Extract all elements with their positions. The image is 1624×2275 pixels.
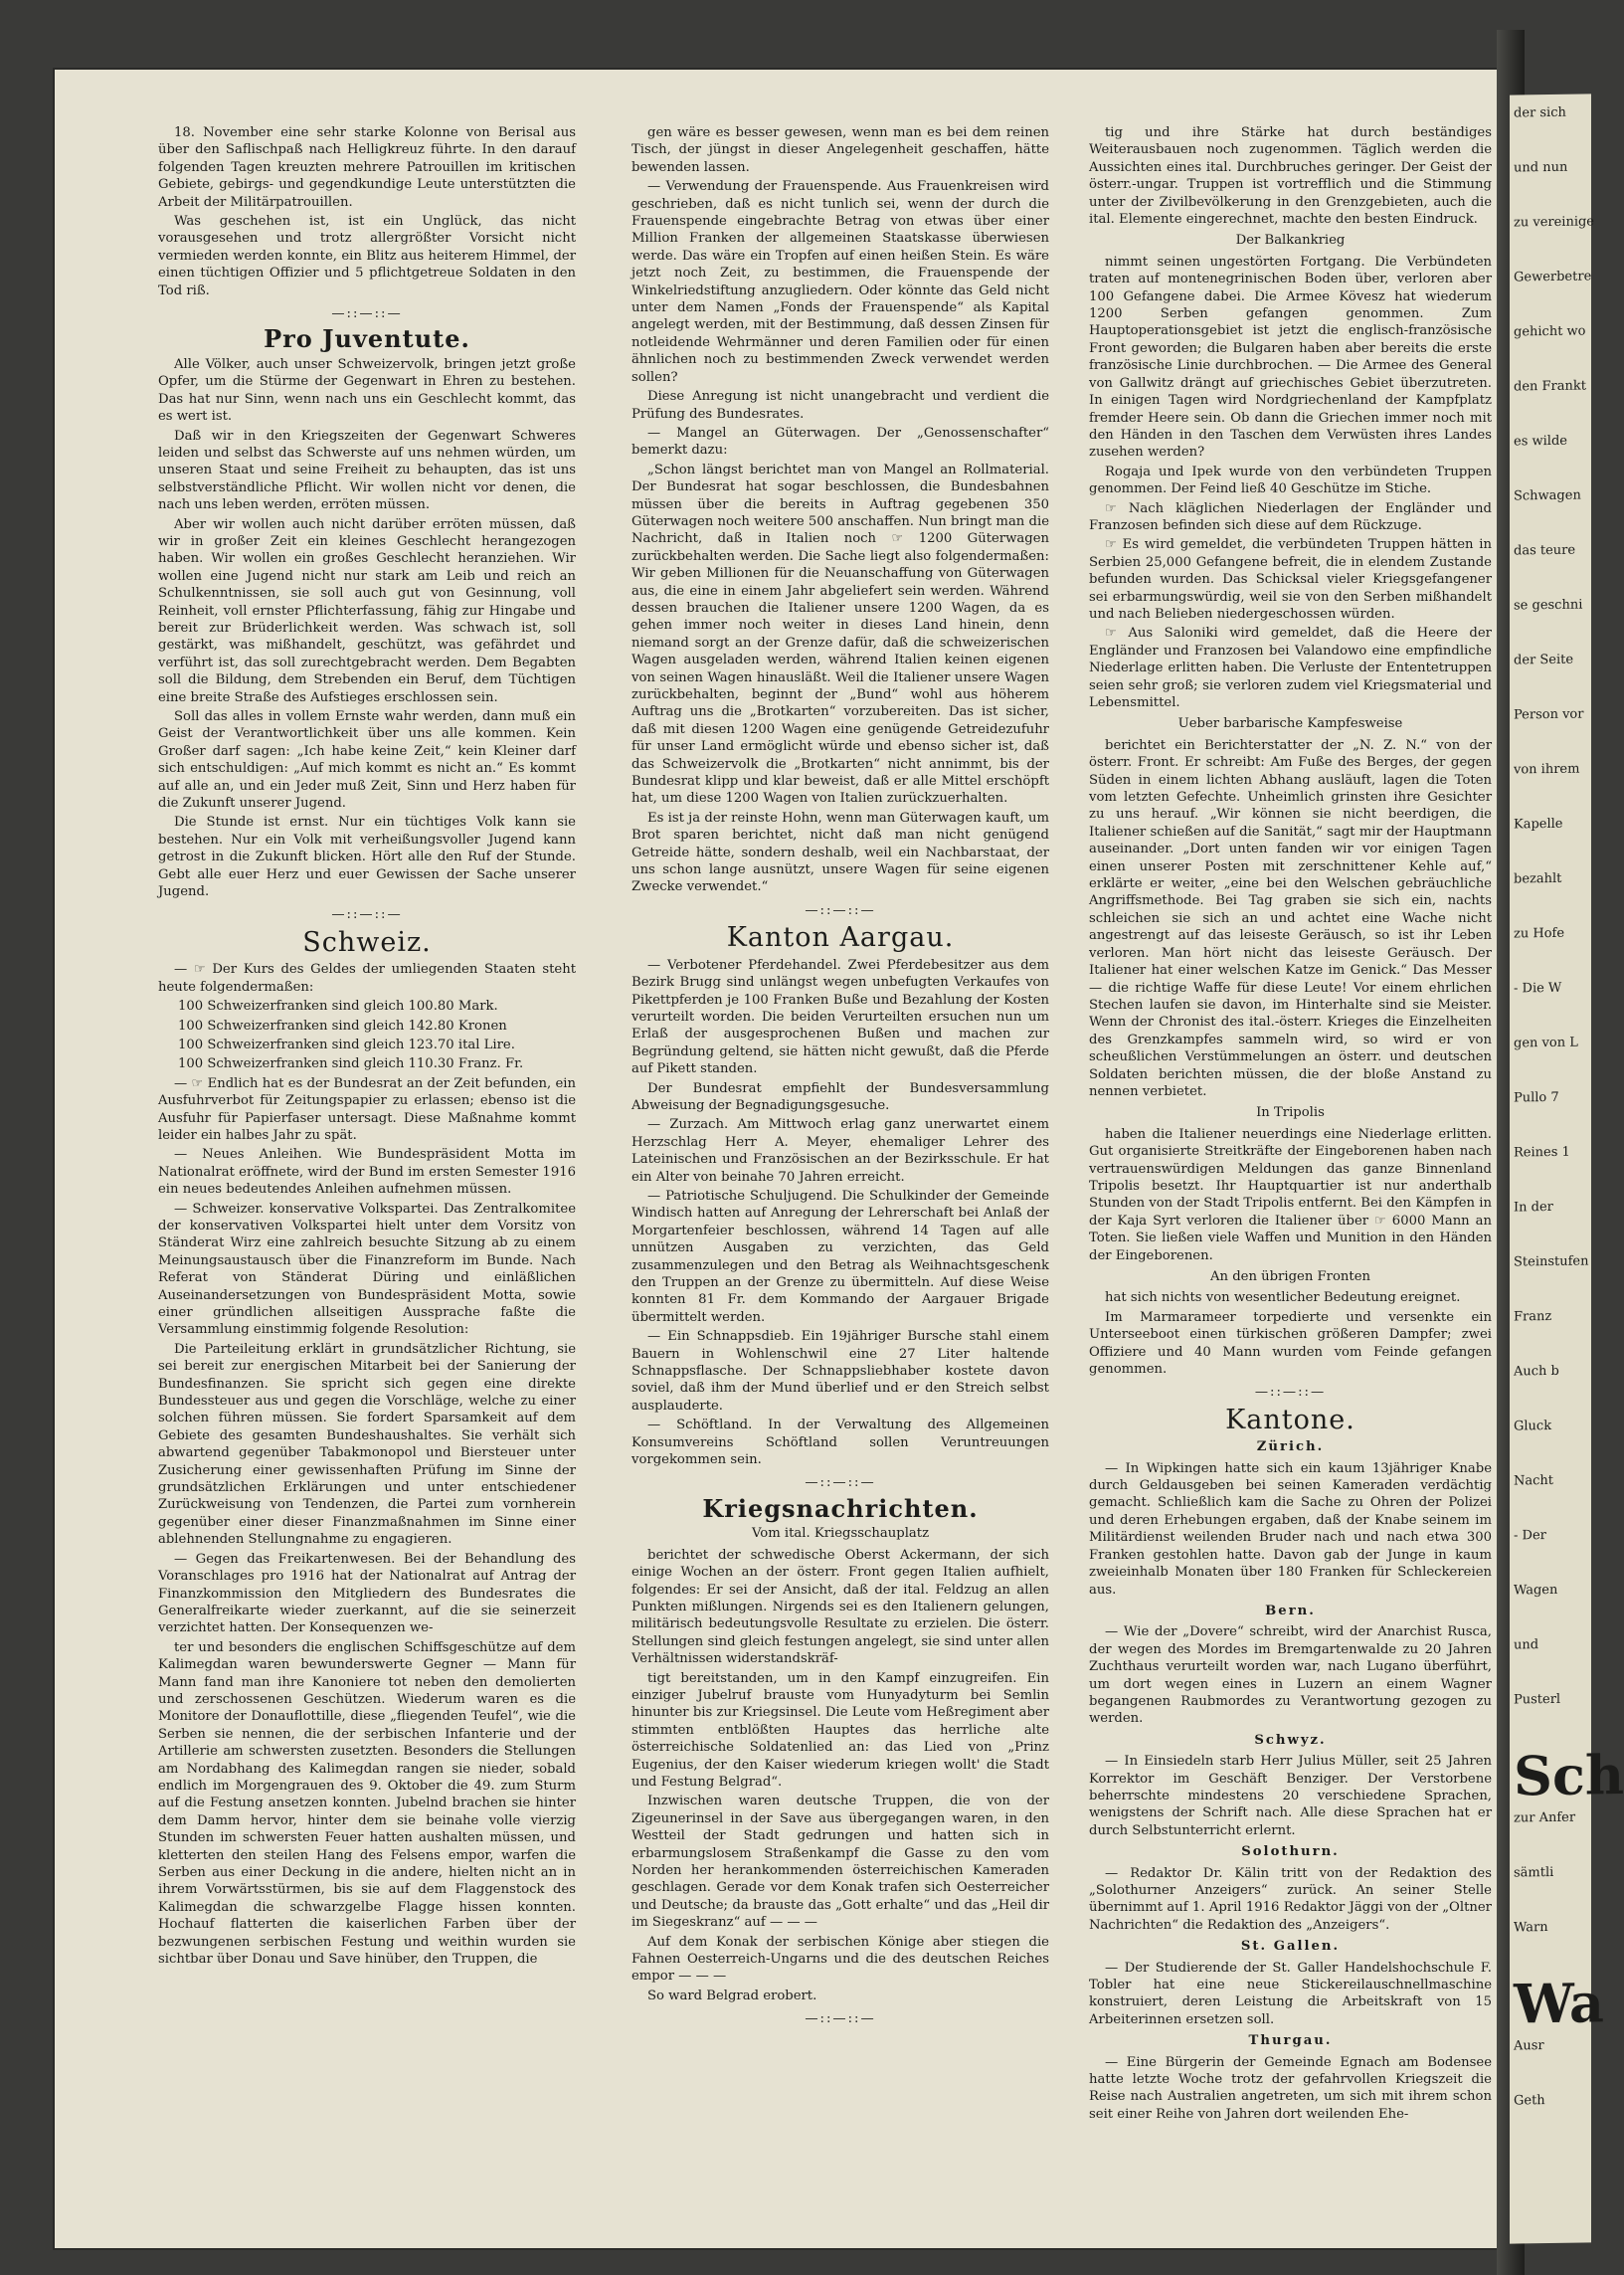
separator: —::—::— — [805, 1475, 876, 1491]
adjacent-page-line: Warn — [1514, 1920, 1548, 1936]
adjacent-page-line: Franz — [1514, 1308, 1552, 1325]
section-subheading: An den übrigen Fronten — [1209, 1269, 1370, 1284]
headline-kriegsnachrichten: Kriegsnachrichten. — [702, 1493, 979, 1523]
article-paragraph: — Patriotische Schuljugend. Die Schulkinder der Gemeinde Windisch hatten auf Anregung der Lehrerschaft bei Anlaß der Morgartenfeier beschlossen, während 14 Tagen auf alle unnützen Ausgaben zu verzichten, das Geld zusammenzulegen und den Betrag als Weihnachtsgeschenk den Truppen an der Grenze zu übermitteln. Auf diese Weise konnten 81 Fr. dem Kommando der Aargauer Brigade übermittelt werden. — [632, 1188, 1049, 1325]
section-subheading: Der Balkankrieg — [1235, 233, 1346, 249]
separator: —::—::— — [805, 902, 876, 918]
article-paragraph: gen wäre es besser gewesen, wenn man es bei dem reinen Tisch, der jüngst in dieser Angelegenheit geschaffen, hätte bewenden lassen. — [632, 125, 1049, 175]
exchange-rate-line: 100 Schweizerfranken sind gleich 100.80 Mark. — [178, 999, 498, 1015]
separator: —::—::— — [331, 306, 403, 322]
adjacent-page-line: Schwagen — [1514, 487, 1581, 504]
section-subheading: Ueber barbarische Kampfesweise — [1177, 716, 1403, 732]
canton-heading-schwyz: Schwyz. — [1254, 1732, 1327, 1748]
adjacent-page-line: Auch b — [1514, 1363, 1559, 1380]
adjacent-page-line: und — [1514, 1637, 1539, 1653]
section-subheading: In Tripolis — [1256, 1105, 1325, 1121]
adjacent-page-line: Sch — [1514, 1742, 1624, 1808]
adjacent-page-line: Pusterl — [1514, 1691, 1561, 1708]
exchange-rate-line: 100 Schweizerfranken sind gleich 142.80 Kronen — [178, 1018, 507, 1034]
article-paragraph: nimmt seinen ungestörten Fortgang. Die Verbündeten traten auf montenegrinischen Boden über, verloren aber 100 Gefangene dabei. Die Armee Kövesz hat wiederum 1200 Serben gefangen genommen. Zum Hauptoperationsgebiet ist jetzt die englisch-französische Front geworden; die Bulgaren haben aber bereits die erste französische Linie durchbrochen. — Die Armee des General von Gallwitz drängt auf griechisches Gebiet überzutreten. In einigen Tagen wird Nordgriechenland der Kampfplatz fremder Heere sein. Ob dann die Griechen immer noch mit den Händen in den Taschen dem Verwüsten ihres Landes zusehen werden? — [1089, 254, 1492, 461]
adjacent-page-line: Ausr — [1514, 2038, 1544, 2054]
newspaper-page — [55, 70, 1497, 2248]
article-paragraph: Die Stunde ist ernst. Nur ein tüchtiges Volk kann sie bestehen. Nur ein Volk mit verheißungsvoller Jugend kann getrost in die Zukunft blicken. Hört alle den Ruf der Stunde. Gebt alle euer Herz und euer Gewissen der Sache unserer Jugend. — [158, 815, 576, 900]
article-paragraph: Rogaja und Ipek wurde von den verbündeten Truppen genommen. Der Feind ließ 40 Geschütze im Stiche. — [1089, 464, 1492, 497]
section-subheading: Vom ital. Kriegsschauplatz — [751, 1526, 930, 1542]
article-paragraph: Soll das alles in vollem Ernste wahr werden, dann muß ein Geist der Verantwortlichkeit über uns alle kommen. Kein Großer darf sagen: „Ich habe keine Zeit,“ kein Kleiner darf sich entschuldigen: „Auf mich kommt es nicht an.“ Es kommt auf alle an, und ein Jeder muß Zeit, Sinn und Herz haben für die Zukunft unserer Jugend. — [158, 709, 576, 812]
article-paragraph: — Gegen das Freikartenwesen. Bei der Behandlung des Voranschlages pro 1916 hat der Nationalrat auf Antrag der Finanzkommission den Mitgliedern des Bundesrates die Generalfreikarte wieder zuerkannt, auf die sie seinerzeit verzichtet hatten. Der Konsequenzen we- — [158, 1551, 576, 1636]
article-paragraph: berichtet ein Berichterstatter der „N. Z. N.“ von der österr. Front. Er schreibt: Am Fuße des Berges, der gegen Süden in einem lichten Abhang ausläuft, lagen die Toten vom letzten Gefechte. Unheimlich grinsten ihre Gesichter zu uns herauf. „Wir können sie nicht beerdigen, die Italiener schießen auf die Sanität,“ sagt mir der Hauptmann auseinander. „Dort unten fanden wir vor einigen Tagen einen unserer Posten mit zerschnittener Kehle auf,“ erklärte er weiter, „eine bei den Welschen gebräuchliche Angriffsmethode. Bei Tag graben sie sich ein, nachts schleichen sie sich an und achtet eine Wache nicht angestrengt auf das leiseste Geräusch, so ist ihr Leben verloren. Man hört nicht das leiseste Geräusch. Der Italiener hat einer welschen Katze im Genick.“ Das Messer — die richtige Waffe für diese Leute! Vor einem ehrlichen Stechen laufen sie davon, im Hinterhalte sind sie Meister. Wenn der Chronist des ital.-österr. Krieges die Einzelheiten des Grenzkampfes sammeln wird, so wird er von scheußlichen Verstümmelungen an österr. und deutschen Soldaten berichten müssen, die der bloße Anstand zu nennen verbietet. — [1089, 737, 1492, 1099]
article-paragraph: Inzwischen waren deutsche Truppen, die von der Zigeunerinsel in der Save aus übergegangen waren, in den Westteil der Stadt gedrungen und hatten sich in erbarmungslosem Straßenkampf die Gasse zu den vom Norden her herankommenden österreichischen Kameraden geschlagen. Gerade vor dem Konak trafen sich Oesterreicher und Deutsche; da brauste das „Gott erhalte“ und das „Heil dir im Siegeskranz“ auf — — — — [632, 1794, 1049, 1931]
exchange-rate-line: 100 Schweizerfranken sind gleich 123.70 ital Lire. — [178, 1037, 515, 1052]
adjacent-page-line: Wagen — [1514, 1582, 1558, 1599]
adjacent-page-line: bezahlt — [1514, 870, 1562, 887]
article-paragraph: ter und besonders die englischen Schiffsgeschütze auf dem Kalimegdan waren bewunderswerte Gegner — Mann für Mann fand man ihre Kanoniere tot neben den demolierten und zerschossenen Geschützen. Wiederum waren es die Monitore der Donauflottille, diese „fliegenden Teufel“, wie die Serben sie nennen, die der serbischen Infanterie und der Artillerie am schwersten zusetzten. Besonders die Stellungen am Nordabhang des Kalimegdan rangen sie nieder, sobald endlich im Morgengrauen des 9. Oktober die 49. zum Sturm auf die Festung ansetzen konnten. Jubelnd brachen sie hinter dem Damm hervor, hinter dem sie beinahe volle vierzig Stunden im schwersten Feuer hatten aushalten müssen, und kletterten den steilen Hang des Felsens empor, warfen die Serben aus einer Deckung in die andere, hielten nicht an in ihrem Vorwärtsstürmen, bis sie auf dem Flaggenstock des Kalimegdan die schwarzgelbe Flagge hissen konnten. Hochauf flatterten die kaiserlichen Farben über der bezwungenen serbischen Festung und weithin wurden sie sichtbar über Donau und Save hinüber, den Truppen, die — [158, 1639, 576, 1968]
article-paragraph: Der Bundesrat empfiehlt der Bundesversammlung Abweisung der Begnadigungsgesuche. — [632, 1080, 1049, 1113]
canton-heading-st-gallen: St. Gallen. — [1240, 1939, 1341, 1955]
headline-pro-juventute: Pro Juventute. — [264, 324, 470, 354]
article-paragraph: So ward Belgrad erobert. — [647, 1988, 817, 2003]
canton-heading-thurgau: Thurgau. — [1248, 2033, 1333, 2049]
article-paragraph: tig und ihre Stärke hat durch beständiges Weiterausbauen noch zugenommen. Täglich werden die Aussichten eines ital. Durchbruches geringer. Der Geist der österr.-ungar. Truppen ist vortrefflich und die Stimmung unter der Zivilbevölkerung in den Grenzgebieten, auch die ital. Elemente eingerechnet, machte den besten Eindruck. — [1089, 125, 1492, 228]
adjacent-page-line: Nacht — [1514, 1472, 1554, 1489]
article-paragraph: „Schon längst berichtet man von Mangel an Rollmaterial. Der Bundesrat hat sogar beschlossen, die Bundesbahnen müssen über die bereits in Auftrag gegebenen 350 Güterwagen noch weitere 500 anschaffen. Nun bringt man die Nachricht, daß in Italien noch ☞ 1200 Güterwagen zurückbehalten werden. Die Sache liegt also folgendermaßen: Wir geben Millionen für die Neuanschaffung von Güterwagen aus, die eine in einem Jahr abgeliefert sein werden. Während dessen brauchen die Italiener unsere 1200 Wagen, da es gehen immer noch weiter in dieses Land hinein, denn niemand sorgt an der Grenze dafür, daß die schweizerischen Wagen ausgeladen werden, während Italien keinen eigenen von seinen Wagen hinausläßt. Weil die Italiener unsere Wagen zurückbehalten, beginnt der „Bund“ wohl aus höherem Auftrag uns die „Brotkarten“ vorzubereiten. Das ist sicher, daß mit diesen 1200 Wagen eine genügende Getreidezufuhr für unser Land ermöglicht würde und ebenso sicher ist, daß das Schweizervolk die „Brotkarten“ nicht annimmt, bis der Bundesrat klipp und klar beweist, daß er alle Mittel erschöpft hat, um diese 1200 Wagen von Italien zurückzuerhalten. — [632, 462, 1049, 807]
separator: —::—::— — [805, 2011, 876, 2027]
article-paragraph: — Wie der „Dovere“ schreibt, wird der Anarchist Rusca, der wegen des Mordes im Bremgartenwalde zu 20 Jahren Zuchthaus verurteilt worden war, nach Lugano überführt, um dort wegen eines in Luzern an einem Wagner begangenen Raubmordes zu Verantwortung gezogen zu werden. — [1089, 1624, 1492, 1727]
article-paragraph: ☞ Nach kläglichen Niederlagen der Engländer und Franzosen befinden sich diese auf dem Rückzuge. — [1089, 500, 1492, 533]
adjacent-page-line: der Seite — [1514, 652, 1574, 668]
adjacent-page-line: gen von L — [1514, 1035, 1578, 1051]
article-paragraph: — Der Studierende der St. Galler Handelshochschule F. Tobler hat eine neue Stickereilauschnellmaschine konstruiert, deren Leistung die Arbeitskraft von 15 Arbeiterinnen ersetzen soll. — [1089, 1960, 1492, 2027]
article-paragraph: Es ist ja der reinste Hohn, wenn man Güterwagen kauft, um Brot sparen berichtet, nicht daß man nicht genügend Getreide hätte, sondern deshalb, weil ein Nachbarstaat, der uns schon lange ausnützt, unsere Wagen für seine eigenen Zwecke verwendet.“ — [632, 810, 1049, 895]
adjacent-page-line: Kapelle — [1514, 816, 1563, 833]
adjacent-page-line: zu vereinige — [1514, 214, 1595, 231]
adjacent-page-line: von ihrem — [1514, 761, 1580, 778]
article-paragraph: — In Einsiedeln starb Herr Julius Müller, seit 25 Jahren Korrektor im Geschäft Benziger. Der Verstorbene beherrschte mindestens 20 verschiedene Sprachen, wenigstens der Schrift nach. Alle diese Sprachen hat er durch Selbstunterricht erlernt. — [1089, 1754, 1492, 1838]
article-paragraph: ☞ Es wird gemeldet, die verbündeten Truppen hätten in Serbien 25,000 Gefangene befreit, die in elendem Zustande befunden wurden. Das Schicksal vieler Kriegsgefangener sei erbarmungswürdig, weil sie von den Serben mißhandelt und nach Belieben niedergeschossen würden. — [1089, 537, 1492, 622]
article-paragraph: — Zurzach. Am Mittwoch erlag ganz unerwartet einem Herzschlag Herr A. Meyer, ehemaliger Lehrer des Lateinischen und Französischen an der Bezirksschule. Er hat ein Alter von beinahe 70 Jahren erreicht. — [632, 1117, 1049, 1185]
column-3 — [1089, 124, 1492, 2125]
article-paragraph: Daß wir in den Kriegszeiten der Gegenwart Schweres leiden und selbst das Schwerste auf uns nehmen würden, um unseren Staat und seine Freiheit zu behaupten, das ist uns selbstverständliche Pflicht. Wir wollen nicht vor denen, die nach uns leben werden, erröten müssen. — [158, 428, 576, 513]
article-paragraph: tigt bereitstanden, um in den Kampf einzugreifen. Ein einziger Jubelruf brauste vom Hunyadyturm bei Semlin hinunter bis zur Kriegsinsel. Die Leute vom Heßregiment aber stimmten entblößten Hauptes das herrliche alte österreichische Soldatenlied an: das Lied von „Prinz Eugenius, der den Kaiser wiederum kriegen wollt' die Stadt und Festung Belgrad“. — [632, 1670, 1049, 1790]
adjacent-page-line: den Frankt — [1514, 378, 1586, 395]
adjacent-page-line: Gluck — [1514, 1418, 1552, 1434]
adjacent-page-line: Reines 1 — [1514, 1144, 1570, 1161]
headline-kantone: Kantone. — [1225, 1404, 1355, 1435]
adjacent-page-line: - Der — [1514, 1528, 1546, 1544]
column-2 — [632, 124, 1049, 2034]
adjacent-page-line: zur Anfer — [1514, 1809, 1576, 1826]
article-paragraph: Im Marmarameer torpedierte und versenkte ein Unterseeboot einen türkischen größeren Dampfer; zwei Offiziere und 40 Mann wurden vom Feinde gefangen genommen. — [1089, 1309, 1492, 1378]
column-1 — [158, 124, 576, 1970]
adjacent-page-line: Geth — [1514, 2093, 1545, 2109]
adjacent-page-line: - Die W — [1514, 980, 1562, 997]
article-paragraph: — ☞ Endlich hat es der Bundesrat an der Zeit befunden, ein Ausfuhrverbot für Zeitungspapier zu erlassen; ebenso ist die Ausfuhr für Papierfaser untersagt. Diese Maßnahme kommt leider ein halbes Jahr zu spät. — [158, 1075, 576, 1143]
adjacent-page-line: Wa — [1514, 1971, 1604, 2036]
article-paragraph: — Verbotener Pferdehandel. Zwei Pferdebesitzer aus dem Bezirk Brugg sind unlängst wegen unbefugten Verkaufes von Pikettpferden je 100 Franken Buße und Bezahlung der Kosten verurteilt worden. Die beiden Verurteilten ersuchen nun um Erlaß der ausgesprochenen Bußen und machen zur Begründung geltend, sie hätten nicht gewußt, daß die Pferde auf Pikett standen. — [632, 957, 1049, 1077]
article-paragraph: Was geschehen ist, ist ein Unglück, das nicht vorausgesehen und trotz allergrößter Vorsicht nicht vermieden werden konnte, ein Blitz aus heiterem Himmel, der einen tüchtigen Offizier und 5 pflichtgetreue Soldaten in den Tod riß. — [158, 214, 576, 298]
adjacent-page-line: Pullo 7 — [1514, 1089, 1559, 1106]
article-paragraph: — Mangel an Güterwagen. Der „Genossenschafter“ bemerkt dazu: — [632, 425, 1049, 459]
article-paragraph: Auf dem Konak der serbischen Könige aber stiegen die Fahnen Oesterreich-Ungarns und die des deutschen Reiches empor — — — — [632, 1934, 1049, 1985]
article-paragraph: — Eine Bürgerin der Gemeinde Egnach am Bodensee hatte letzte Woche trotz der gefahrvollen Kriegszeit die Reise nach Australien angetreten, um sich mit ihrem schon seit einer Reihe von Jahren dort weilenden Ehe- — [1089, 2054, 1492, 2122]
adjacent-page-line: das teure — [1514, 542, 1576, 559]
article-paragraph: — Schöftland. In der Verwaltung des Allgemeinen Konsumvereins Schöftland sollen Veruntreuungen vorgekommen sein. — [632, 1418, 1049, 1468]
canton-heading-bern: Bern. — [1265, 1603, 1316, 1618]
adjacent-page-text — [1510, 94, 1624, 2109]
adjacent-page-line: es wilde — [1514, 433, 1567, 450]
headline-schweiz: Schweiz. — [302, 926, 432, 958]
headline-kanton-aargau: Kanton Aargau. — [726, 922, 955, 954]
canton-heading-solothurn: Solothurn. — [1241, 1844, 1340, 1860]
separator: —::—::— — [1254, 1385, 1327, 1401]
separator: —::—::— — [331, 907, 403, 923]
article-paragraph: Alle Völker, auch unser Schweizervolk, bringen jetzt große Opfer, um die Stürme der Gegenwart in Ehren zu bestehen. Das hat nur Sinn, wenn nach uns ein Geschlecht kommt, das es wert ist. — [158, 356, 576, 425]
article-paragraph: haben die Italiener neuerdings eine Niederlage erlitten. Gut organisierte Streitkräfte der Eingeborenen haben nach vertrauenswürdigen Meldungen das ganze Binnenland Tripolis besetzt. Ihr Hauptquartier ist nur anderthalb Stunden von der Stadt Tripolis entfernt. Bei den Kämpfen in der Kaja Syrt verloren die Italiener über ☞ 6000 Mann an Toten. Sie ließen viele Waffen und Munition in den Händen der Eingeborenen. — [1089, 1126, 1492, 1263]
adjacent-page-line: gehicht wo — [1514, 323, 1586, 340]
article-paragraph: — Neues Anleihen. Wie Bundespräsident Motta im Nationalrat eröffnete, wird der Bund im ersten Semester 1916 ein neues bedeutendes Anleihen aufnehmen müssen. — [158, 1147, 576, 1198]
adjacent-page-line: sämtli — [1514, 1864, 1554, 1881]
adjacent-page-line: und nun — [1514, 159, 1568, 176]
article-paragraph: Die Parteileitung erklärt in grundsätzlicher Richtung, sie sei bereit zur energischen Mitarbeit bei der Sanierung der Bundesfinanzen. Sie spricht sich gegen eine direkte Bundessteuer aus und gegen die Vorschläge, welche zu einer solchen führen müssen. Sie fordert Sparsamkeit auf dem Gebiete des gesamten Bundeshaushaltes. Sie verhält sich abwartend gegenüber Tabakmonopol und Biersteuer unter Zusicherung einer gewissenhaften Prüfung im Sinne der grundsätzlichen Erklärungen und unter entschiedener Zurückweisung von Tendenzen, die Partei zum vornherein gegenüber einer dieser Finanzmaßnahmen im Sinne einer ablehnenden Stellungnahme zu engagieren. — [158, 1341, 576, 1548]
article-paragraph: — Verwendung der Frauenspende. Aus Frauenkreisen wird geschrieben, daß es nicht tunlich sei, wenn der durch die Frauenspende eingebrachte Betrag von etwas über einer Million Franken der allgemeinen Staatskasse überwiesen werde. Das wäre ein Tropfen auf einen heißen Stein. Es wäre jetzt noch Zeit, zu bestimmen, die Frauenspende der Winkelriedstiftung anzugliedern. Oder könnte das Geld nicht unter dem Namen „Fonds der Frauenspende“ als Kapital angelegt werden, mit der Bestimmung, daß dessen Zinsen für notleidende Wehrmänner und deren Familien oder für einen ähnlichen noch zu bestimmenden Zweck verwendet werden sollen? — [632, 179, 1049, 385]
canton-heading-zuerich: Zürich. — [1256, 1439, 1325, 1455]
article-paragraph: — Redaktor Dr. Kälin tritt von der Redaktion des „Solothurner Anzeigers“ zurück. An seiner Stelle übernimmt auf 1. April 1916 Redaktor Jäggi von der „Oltner Nachrichten“ die Redaktion des „Anzeigers“. — [1089, 1865, 1492, 1933]
adjacent-page-line: se geschni — [1514, 597, 1583, 614]
article-paragraph: — Schweizer. konservative Volkspartei. Das Zentralkomitee der konservativen Volkspartei hielt unter dem Vorsitz von Ständerat Wirz eine zahlreich besuchte Sitzung ab zu einem Meinungsaustausch über die Finanzreform im Bunde. Nach Referat von Ständerat Düring und einläßlichen Auseinandersetzungen von Bundespräsident Motta, sowie einer gründlichen allseitigen Aussprache faßte die Versammlung einstimmig folgende Resolution: — [158, 1201, 576, 1338]
article-paragraph: Diese Anregung ist nicht unangebracht und verdient die Prüfung des Bundesrates. — [632, 389, 1049, 422]
article-paragraph: berichtet der schwedische Oberst Ackermann, der sich einige Wochen an der österr. Front gegen Italien aufhielt, folgendes: Er sei der Ansicht, daß der ital. Feldzug an allen Punkten mißlungen. Nirgends sei es den Italienern gelungen, militärisch bedeutungsvolle Resultate zu erzielen. Die österr. Stellungen sind gleich festungen angelegt, sie sind unter allen Verhältnissen widerstandskräf- — [632, 1547, 1049, 1667]
adjacent-page-fragment — [1510, 94, 1624, 2243]
exchange-rate-line: 100 Schweizerfranken sind gleich 110.30 Franz. Fr. — [178, 1056, 524, 1072]
adjacent-page-line: Steinstufen — [1514, 1253, 1589, 1270]
adjacent-page-line: Gewerbetre — [1514, 269, 1592, 285]
article-paragraph: hat sich nichts von wesentlicher Bedeutung ereignet. — [1105, 1290, 1461, 1306]
adjacent-page-line: der sich — [1514, 104, 1566, 121]
article-paragraph: — ☞ Der Kurs des Geldes der umliegenden Staaten steht heute folgendermaßen: — [158, 962, 576, 995]
article-paragraph: 18. November eine sehr starke Kolonne von Berisal aus über den Saflischpaß nach Helligkreuz führte. In den darauf folgenden Tagen kreuzten mehrere Patrouillen im kritischen Gebiete, gebirgs- und gegendkundige Leute unterstützten die Arbeit der Militärpatrouillen. — [158, 125, 576, 210]
article-paragraph: ☞ Aus Saloniki wird gemeldet, daß die Heere der Engländer und Franzosen bei Valandowo eine empfindliche Niederlage erlitten haben. Die Verluste der Ententetruppen seien sehr groß; sie verloren zudem viel Kriegsmaterial und Lebensmittel. — [1089, 626, 1492, 710]
article-paragraph: — In Wipkingen hatte sich ein kaum 13jähriger Knabe durch Geldausgeben bei seinen Kameraden verdächtig gemacht. Schließlich kam die Sache zu Ohren der Polizei und deren Erhebungen ergaben, daß der Knabe seinem im Militärdienst weilenden Bruder nach und nach etwa 300 Franken gestohlen hatte. Davon gab der Junge in kaum zweieinhalb Monaten über 180 Franken für Schleckereien aus. — [1089, 1460, 1492, 1598]
article-paragraph: Aber wir wollen auch nicht darüber erröten müssen, daß wir in großer Zeit ein kleines Geschlecht herangezogen haben. Wir wollen ein großes Geschlecht heranziehen. Wir wollen eine Jugend nicht nur stark am Leib und reich an Schulkenntnissen, sie soll auch gut von Gesinnung, voll Reinheit, voll ernster Pflichterfassung, fähig zur Hingabe und bereit zur Brüderlichkeit werden. Was schwach ist, soll gestärkt, was mißhandelt, geschützt, was gefährdet und verführt ist, das soll zurechtgebracht werden. Dem Begabten soll die Bildung, dem Strebenden ein Beruf, dem Tüchtigen eine breite Straße des Aufstieges erschlossen sein. — [158, 516, 576, 705]
adjacent-page-line: Person vor — [1514, 706, 1584, 723]
article-paragraph: — Ein Schnappsdieb. Ein 19jähriger Bursche stahl einem Bauern in Wohlenschwil eine 27 Liter haltende Schnappsflasche. Der Schnappsliebhaber kostete davon soviel, daß ihm der Mund überlief und er den Streich selbst ausplauderte. — [632, 1329, 1049, 1414]
adjacent-page-line: In der — [1514, 1199, 1553, 1216]
adjacent-page-line: zu Hofe — [1514, 925, 1565, 942]
